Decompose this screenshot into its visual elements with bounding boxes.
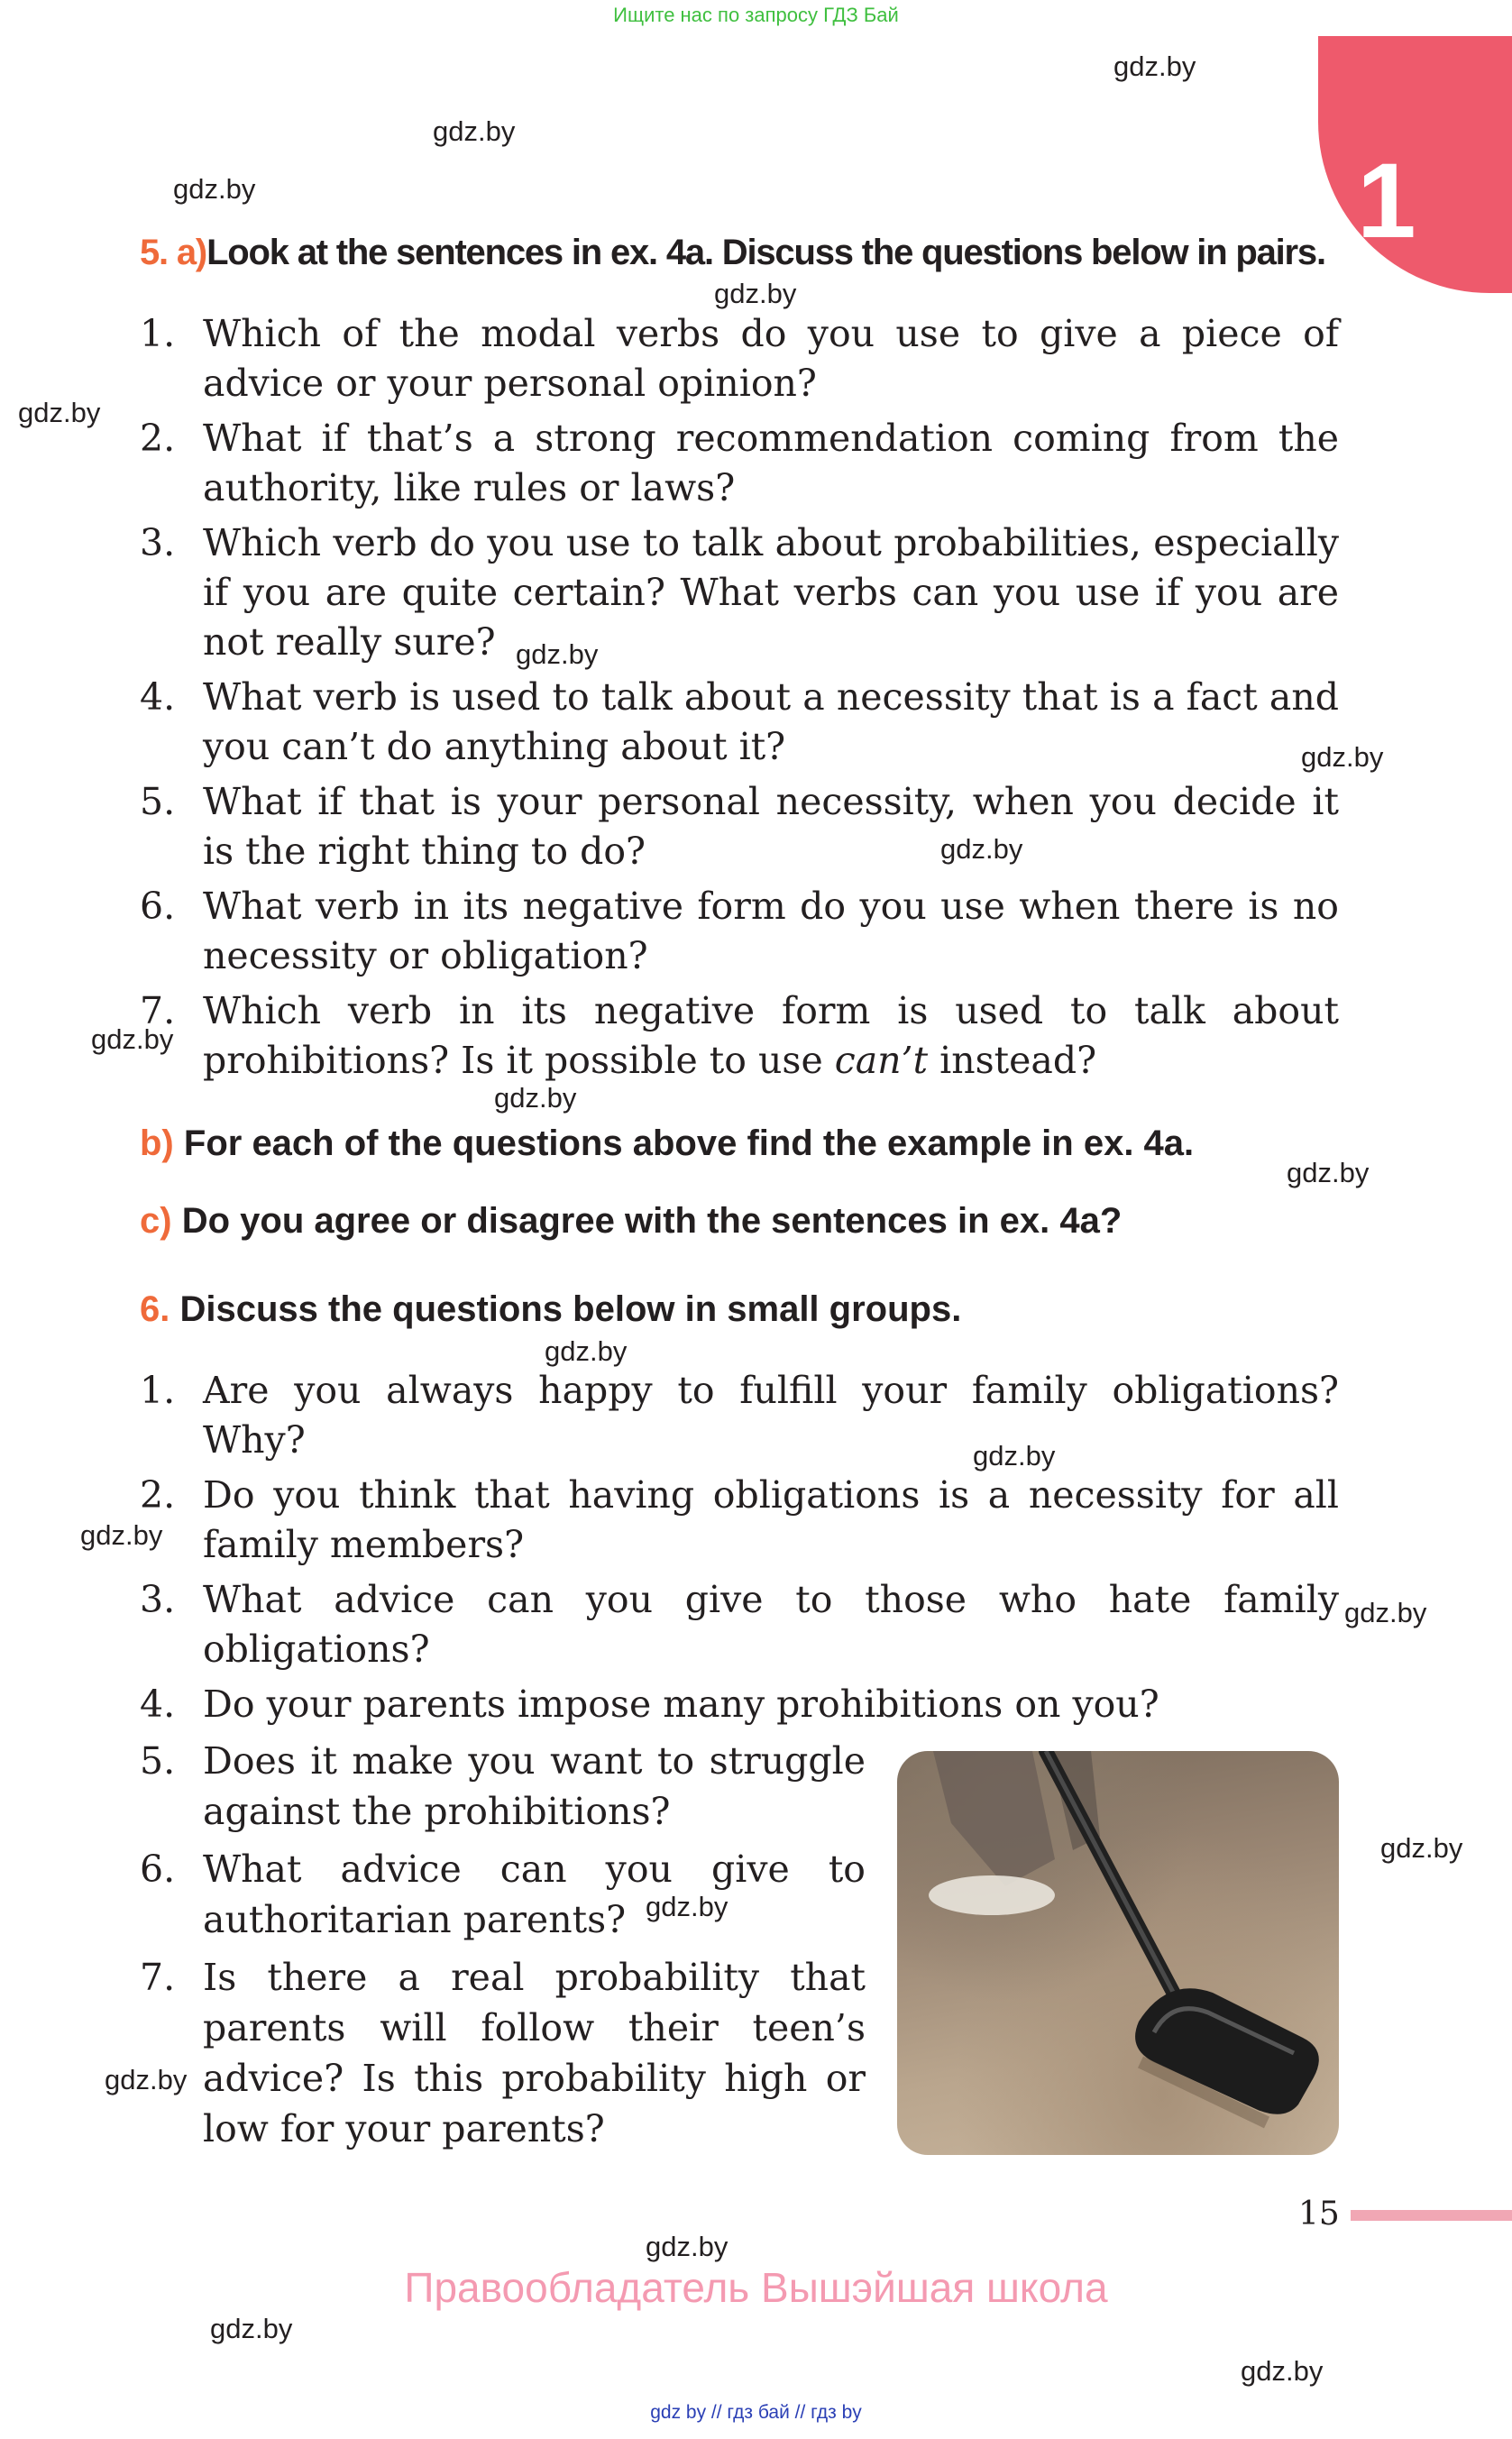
watermark: gdz.by	[1287, 1157, 1370, 1188]
vacuum-cleaner-illustration	[897, 1751, 1339, 2155]
question-text: Do your parents impose many prohibitions on you?	[203, 1683, 1159, 1726]
question-text: What advice can you give to authoritarian parents?	[203, 1848, 866, 1941]
task-5b-heading	[140, 1123, 1194, 1164]
question-number: 7.	[140, 989, 176, 1032]
watermark: gdz.by	[1113, 50, 1196, 82]
list-item	[140, 1366, 1339, 1465]
question-text: What if that’s a strong recommendation coming from the authority, like rules or laws?	[203, 417, 1339, 509]
question-number: 2.	[140, 417, 176, 460]
question-text: Which of the modal verbs do you use to give a piece of advice or your personal opinion?	[203, 312, 1339, 405]
question-text: What verb is used to talk about a necessity that is a fact and you can’t do anything about it?	[203, 675, 1339, 768]
task-6-instruction: Discuss the questions below in small groups.	[179, 1289, 962, 1329]
task-5-question-list	[140, 309, 1339, 1091]
unit-number: 1	[1357, 142, 1416, 261]
task-6-question-list-narrow	[140, 1736, 866, 2161]
list-item	[140, 518, 1339, 667]
page-number: 15	[1298, 2196, 1340, 2233]
question-number: 7.	[140, 1956, 176, 1999]
watermark: gdz.by	[973, 1440, 1056, 1472]
copyright-notice: Правообладатель Вышэйшая школа	[404, 2264, 1108, 2311]
list-item	[140, 309, 1339, 408]
vacuum-cleaner-photo	[897, 1751, 1339, 2155]
watermark: gdz.by	[91, 1023, 174, 1055]
question-number: 1.	[140, 312, 176, 355]
question-number: 3.	[140, 1578, 176, 1621]
question-number: 6.	[140, 885, 176, 928]
watermark: gdz.by	[494, 1082, 577, 1114]
watermark: gdz.by	[646, 2231, 729, 2262]
task-6-heading	[140, 1289, 961, 1330]
list-item	[140, 777, 1339, 876]
question-text: What if that is your personal necessity, when you decide it is the right thing to do?	[203, 780, 1339, 873]
task-5-number: 5.	[140, 233, 168, 272]
question-number: 3.	[140, 521, 176, 564]
question-number: 4.	[140, 675, 176, 719]
watermark: gdz.by	[80, 1519, 163, 1551]
task-5a-heading	[140, 233, 1325, 273]
list-item	[140, 1680, 1339, 1729]
top-banner: Ищите нас по запросу ГДЗ Бай	[613, 4, 899, 26]
watermark: gdz.by	[210, 2313, 293, 2344]
question-text: Do you think that having obligations is a necessity for all family members?	[203, 1473, 1339, 1566]
list-item	[140, 1844, 866, 1945]
task-5c-label: c)	[140, 1201, 172, 1241]
question-number: 6.	[140, 1848, 176, 1891]
question-text: Which verb do you use to talk about probabilities, especially if you are quite certain? What verbs can you use if you are not really sure?	[203, 521, 1339, 664]
watermark: gdz.by	[18, 397, 101, 428]
watermark: gdz.by	[173, 173, 256, 205]
question-text: What verb in its negative form do you use when there is no necessity or obligation?	[203, 885, 1339, 977]
question-text: What advice can you give to those who hate family obligations?	[203, 1578, 1339, 1671]
watermark: gdz.by	[940, 833, 1023, 865]
task-6-number: 6.	[140, 1289, 170, 1329]
list-item	[140, 1736, 866, 1837]
watermark: gdz.by	[646, 1891, 729, 1922]
task-5c-instruction: Do you agree or disagree with the sentences in ex. 4a?	[181, 1201, 1123, 1241]
question-italic-word: can’t	[834, 1039, 929, 1082]
task-5b-instruction: For each of the questions above find the example in ex. 4a.	[183, 1123, 1195, 1163]
list-item	[140, 1575, 1339, 1674]
list-item	[140, 1952, 866, 2154]
question-number: 1.	[140, 1369, 176, 1412]
watermark: gdz.by	[545, 1335, 628, 1367]
question-number: 4.	[140, 1683, 176, 1726]
watermark: gdz.by	[516, 638, 599, 670]
watermark: gdz.by	[1344, 1597, 1427, 1628]
question-text-end: instead?	[928, 1039, 1097, 1082]
page-number-bar	[1351, 2210, 1512, 2221]
list-item	[140, 986, 1339, 1086]
task-5b-label: b)	[140, 1123, 174, 1163]
question-text: Is there a real probability that parents will follow their teen’s advice? Is this probability high or low for your parents?	[203, 1956, 866, 2150]
list-item	[140, 673, 1339, 772]
question-text: Does it make you want to struggle against the prohibitions?	[203, 1739, 866, 1833]
question-number: 5.	[140, 1739, 176, 1783]
watermark: gdz.by	[714, 278, 797, 309]
list-item	[140, 1471, 1339, 1570]
watermark: gdz.by	[105, 2064, 188, 2095]
bottom-banner: gdz by // гдз бай // гдз by	[650, 2402, 862, 2423]
task-6-question-list	[140, 1366, 1339, 1735]
task-5a-label: a)	[176, 233, 207, 272]
watermark: gdz.by	[1301, 741, 1384, 773]
task-5a-instruction: Look at the sentences in ex. 4a. Discuss the questions below in pairs.	[206, 233, 1325, 272]
question-text: Which verb in its negative form is used to talk about prohibitions? Is it possible to use	[203, 989, 1339, 1082]
question-text: Are you always happy to fulfill your family obligations? Why?	[203, 1369, 1339, 1462]
watermark: gdz.by	[1241, 2355, 1324, 2387]
list-item	[140, 414, 1339, 513]
watermark: gdz.by	[433, 115, 516, 147]
list-item	[140, 882, 1339, 981]
task-5c-heading	[140, 1201, 1122, 1242]
watermark: gdz.by	[1380, 1832, 1463, 1864]
question-number: 5.	[140, 780, 176, 823]
question-number: 2.	[140, 1473, 176, 1517]
